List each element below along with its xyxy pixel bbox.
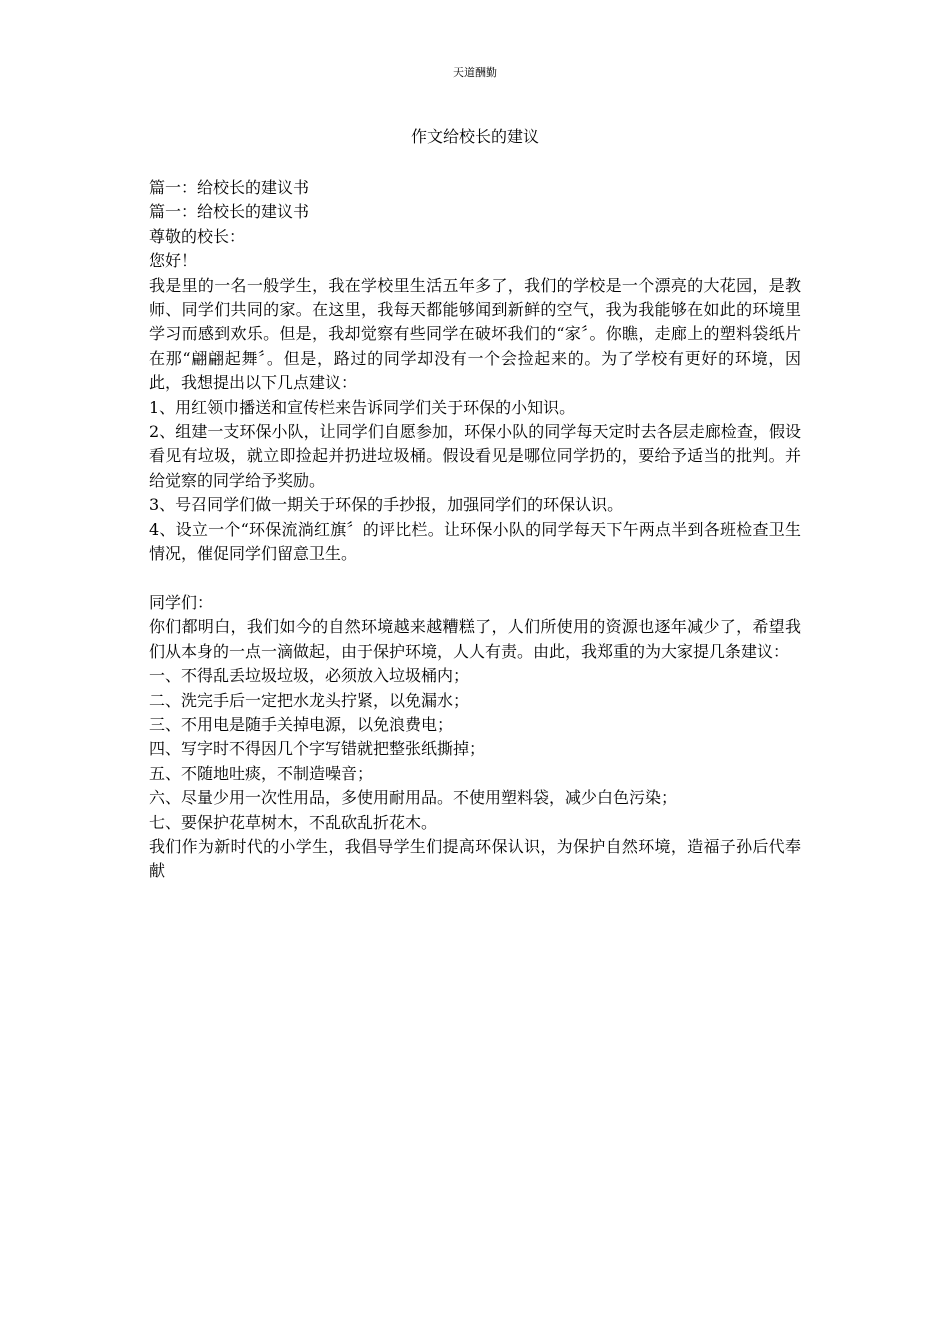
letter1-greeting: 您好！ <box>149 251 198 271</box>
letter2-closing: 我们作为新时代的小学生，我倡导学生们提高环保认识，为保护自然环境，造福子孙后代奉献 <box>149 836 801 881</box>
letter2-item: 三、不用电是随手关掉电源，以免浪费电； <box>149 714 454 734</box>
letter1-item: 3、号召同学们做一期关于环保的手抄报，加强同学们的环保认识。 <box>149 495 624 515</box>
letter2-salutation: 同学们： <box>149 592 214 612</box>
section-heading-repeat: 篇一：给校长的建议书 <box>149 202 310 222</box>
letter1-item: 4、设立一个“环保流淌红旗〞的评比栏。让环保小队的同学每天下午两点半到各班检查卫生情况，催促同学们留意卫生。 <box>149 519 801 564</box>
letter2-item: 七、要保护花草树木，不乱砍乱折花木。 <box>149 812 438 832</box>
letter2-item: 四、写字时不得因几个字写错就把整张纸撕掉； <box>149 739 486 759</box>
letter2-item: 一、不得乱丢垃圾垃圾，必须放入垃圾桶内； <box>149 666 470 686</box>
letter2-item: 五、不随地吐痰，不制造噪音； <box>149 763 374 783</box>
document-body <box>149 176 801 884</box>
paragraph-spacer <box>149 567 801 591</box>
page-header: 天道酬勤 <box>453 66 497 79</box>
letter2-item: 六、尽量少用一次性用品，多使用耐用品。不使用塑料袋，减少白色污染； <box>149 788 678 808</box>
letter1-item: 2、组建一支环保小队，让同学们自愿参加，环保小队的同学每天定时去各层走廊检查，假设看见有垃圾，就立即捡起并扔进垃圾桶。假设看见是哪位同学扔的，要给予适当的批判。并给觉察的同学给予奖励。 <box>149 422 801 490</box>
letter2-intro: 你们都明白，我们如今的自然环境越来越糟糕了，人们所使用的资源也逐年减少了，希望我们从本身的一点一滴做起，由于保护环境，人人有责。由此，我郑重的为大家提几条建议： <box>149 617 801 661</box>
document-title: 作文给校长的建议 <box>410 127 539 146</box>
section-heading: 篇一：给校长的建议书 <box>149 178 310 197</box>
letter2-item: 二、洗完手后一定把水龙头拧紧，以免漏水； <box>149 690 470 710</box>
letter1-salutation: 尊敬的校长： <box>149 226 246 246</box>
letter1-item: 1、用红领巾播送和宣传栏来告诉同学们关于环保的小知识。 <box>149 397 576 417</box>
letter1-intro: 我是里的一名一般学生，我在学校里生活五年多了，我们的学校是一个漂亮的大花园，是教师、同学们共同的家。在这里，我每天都能够闻到新鲜的空气，我为我能够在如此的环境里学习而感到欢乐。但是，我却觉察有些同学在破坏我们的“家〞。你瞧，走廊上的塑料袋纸片在那“翩翩起舞〞。但是，路过的同学却没有一个会捡起来的。为了学校有更好的环境，因此，我想提出以下几点建议： <box>149 275 801 393</box>
